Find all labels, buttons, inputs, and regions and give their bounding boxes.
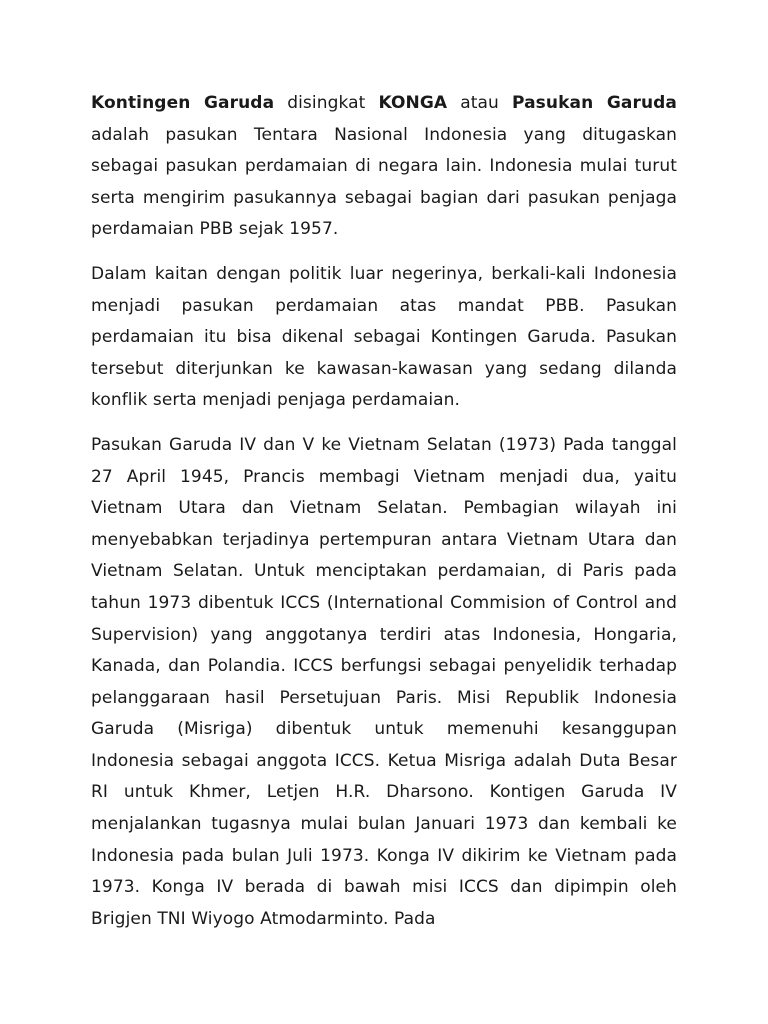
- paragraph-intro-text-3: adalah pasukan Tentara Nasional Indonesia yang ditugaskan sebagai pasukan perdamaian di negara lain. Indonesia mulai turut serta mengirim pasukannya sebagai bagian dari pasukan penjaga perdamaian PBB sejak 1957.: [91, 124, 677, 240]
- term-pasukan-garuda: Pasukan Garuda: [512, 93, 678, 113]
- term-konga: KONGA: [378, 93, 448, 113]
- term-kontingen-garuda: Kontingen Garuda: [91, 93, 275, 113]
- paragraph-intro-text-2: atau: [447, 93, 512, 113]
- document-page: [91, 88, 677, 935]
- paragraph-intro-text-1: disingkat: [274, 93, 379, 113]
- paragraph-intro: [91, 88, 677, 246]
- paragraph-vietnam-selatan: Pasukan Garuda IV dan V ke Vietnam Selatan (1973) Pada tanggal 27 April 1945, Prancis membagi Vietnam menjadi dua, yaitu Vietnam Utara dan Vietnam Selatan. Pembagian wilayah ini menyebabkan terjadinya pertempuran antara Vietnam Utara dan Vietnam Selatan. Untuk menciptakan perdamaian, di Paris pada tahun 1973 dibentuk ICCS (International Commision of Control and Supervision) yang anggotanya terdiri atas Indonesia, Hongaria, Kanada, dan Polandia. ICCS berfungsi sebagai penyelidik terhadap pelanggaraan hasil Persetujuan Paris. Misi Republik Indonesia Garuda (Misriga) dibentuk untuk memenuhi kesanggupan Indonesia sebagai anggota ICCS. Ketua Misriga adalah Duta Besar RI untuk Khmer, Letjen H.R. Dharsono. Kontigen Garuda IV menjalankan tugasnya mulai bulan Januari 1973 dan kembali ke Indonesia pada bulan Juli 1973. Konga IV dikirim ke Vietnam pada 1973. Konga IV berada di bawah misi ICCS dan dipimpin oleh Brigjen TNI Wiyogo Atmodarminto. Pada: [91, 434, 677, 929]
- paragraph-politik-luar-negeri: Dalam kaitan dengan politik luar negerinya, berkali-kali Indonesia menjadi pasukan perdamaian atas mandat PBB. Pasukan perdamaian itu bisa dikenal sebagai Kontingen Garuda. Pasukan tersebut diterjunkan ke kawasan-kawasan yang sedang dilanda konflik serta menjadi penjaga perdamaian.: [91, 263, 677, 411]
